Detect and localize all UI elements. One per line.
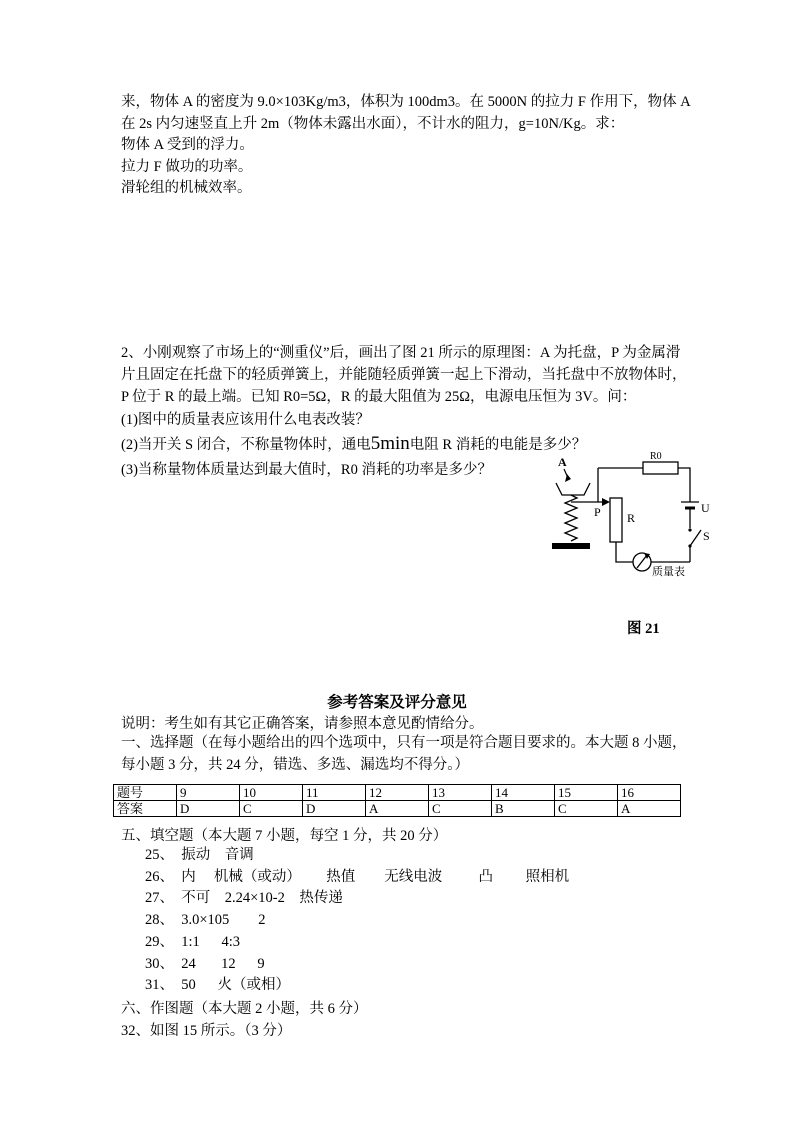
- table-cell: 9: [177, 785, 240, 801]
- slider-arrowhead: [602, 498, 610, 506]
- fill-answer-line: 25、 振动 音调: [145, 847, 254, 863]
- table-cell: 15: [555, 785, 618, 801]
- question2-intro-line: 片且固定在托盘下的轻质弹簧上，并能随轻质弹簧一起上下滑动，当托盘中不放物体时，: [121, 367, 687, 383]
- table-cell: 11: [303, 785, 366, 801]
- problem1-line: 在 2s 内匀速竖直上升 2m（物体未露出水面），不计水的阻力，g=10N/Kg。求：: [121, 115, 625, 132]
- tray-symbol: [556, 483, 590, 495]
- question2-intro-line: 2、小刚观察了市场上的“测重仪”后，画出了图 21 所示的原理图：A 为托盘，P 为金属滑: [121, 345, 681, 361]
- fixed-resistor-symbol: [643, 462, 678, 474]
- problem1-paragraph: [121, 92, 721, 200]
- table-cell: 14: [492, 785, 555, 801]
- circuit-svg: [538, 450, 718, 640]
- switch-terminal: [688, 528, 691, 531]
- table-cell: 13: [429, 785, 492, 801]
- question2-sub2-highlight: 5min: [370, 433, 410, 454]
- battery-label: U: [701, 501, 710, 515]
- table-row-numbers: [114, 785, 681, 801]
- table-cell: 10: [240, 785, 303, 801]
- fill-answer-line: 26、 内 机械（或动） 热值 无线电波 凸 照相机: [145, 868, 570, 885]
- choice-intro-line: 每小题 3 分，共 24 分，错选、多选、漏选均不得分。）: [121, 756, 469, 773]
- fill-answers: [145, 845, 569, 997]
- question2-sub1: (1)图中的质量表应该用什么电表改装？: [121, 412, 370, 428]
- question32-line: 32、如图 15 所示。（3 分）: [121, 1023, 292, 1039]
- table-cell: C: [240, 801, 303, 817]
- figure-caption: 图 21: [627, 621, 660, 637]
- circuit-diagram: [538, 450, 718, 640]
- choice-section-intro: [121, 733, 721, 776]
- fill-answer-line: 28、 3.0×105 2: [145, 912, 266, 929]
- wire: [616, 542, 633, 562]
- table-row-choices: [114, 801, 681, 817]
- spring-base: [552, 543, 590, 549]
- table-cell: A: [618, 801, 681, 817]
- table-cell-label: 答案: [114, 801, 177, 817]
- wire: [678, 468, 690, 502]
- fixed-resistor-label: R0: [650, 451, 662, 462]
- problem1-line: 来，物体 A 的密度为 9.0×103Kg/m3，体积为 100dm3。在 5000N 的拉力 F 作用下，物体 A: [121, 94, 691, 110]
- table-cell: B: [492, 801, 555, 817]
- question2-intro-line: P 位于 R 的最上端。已知 R0=5Ω，R 的最大阻值为 25Ω，电源电压恒为 3V。问：: [121, 389, 637, 405]
- answers-title: 参考答案及评分意见: [327, 694, 467, 711]
- switch-blade: [690, 530, 701, 546]
- draw-section-title: 六、作图题（本大题 2 小题，共 6 分）: [121, 1001, 368, 1017]
- switch-label: S: [703, 529, 710, 543]
- fill-answer-line: 31、 50 火（或相）: [145, 977, 290, 994]
- table-cell: D: [177, 801, 240, 817]
- table-cell: A: [366, 801, 429, 817]
- table-cell: D: [303, 801, 366, 817]
- meter-label: 质量表: [652, 566, 685, 578]
- tray-label: A: [558, 455, 567, 469]
- problem1-line: 滑轮组的机械效率。: [121, 180, 252, 196]
- table-cell-label: 题号: [114, 785, 177, 801]
- question2-sub2-suffix: 电阻 R 消耗的电能是多少？: [409, 437, 587, 453]
- choice-intro-line: 一、选择题（在每小题给出的四个选项中，只有一项是符合题目要求的。本大题 8 小题，: [121, 735, 687, 751]
- switch-terminal: [688, 544, 691, 547]
- answers-note: 说明：考生如有其它正确答案，请参照本意见酌情给分。: [121, 716, 484, 732]
- resistor-symbol: [610, 498, 622, 542]
- answer-table: [113, 784, 681, 817]
- tray-pointer-arrowhead: [565, 474, 571, 482]
- fill-answer-line: 29、 1:1 4:3: [145, 933, 241, 950]
- problem1-line: 物体 A 受到的浮力。: [121, 137, 254, 153]
- table-cell: C: [555, 801, 618, 817]
- table-cell: C: [429, 801, 492, 817]
- fill-section-title: 五、填空题（本大题 7 小题，每空 1 分，共 20 分）: [121, 828, 448, 844]
- question2-sub2-prefix: (2)当开关 S 闭合，不称量物体时，通电: [121, 437, 371, 453]
- table-cell: 16: [618, 785, 681, 801]
- table-cell: 12: [366, 785, 429, 801]
- problem1-line: 拉力 F 做功的功率。: [121, 158, 253, 175]
- fill-answer-line: 30、 24 12 9: [145, 955, 265, 972]
- fill-answer-line: 27、 不可 2.24×10-2 热传递: [145, 890, 343, 907]
- resistor-label: R: [627, 511, 636, 525]
- question2-sub3: (3)当称量物体质量达到最大值时，R0 消耗的功率是多少？: [121, 462, 492, 478]
- meter-needle: [637, 555, 647, 568]
- slider-label: P: [594, 505, 601, 519]
